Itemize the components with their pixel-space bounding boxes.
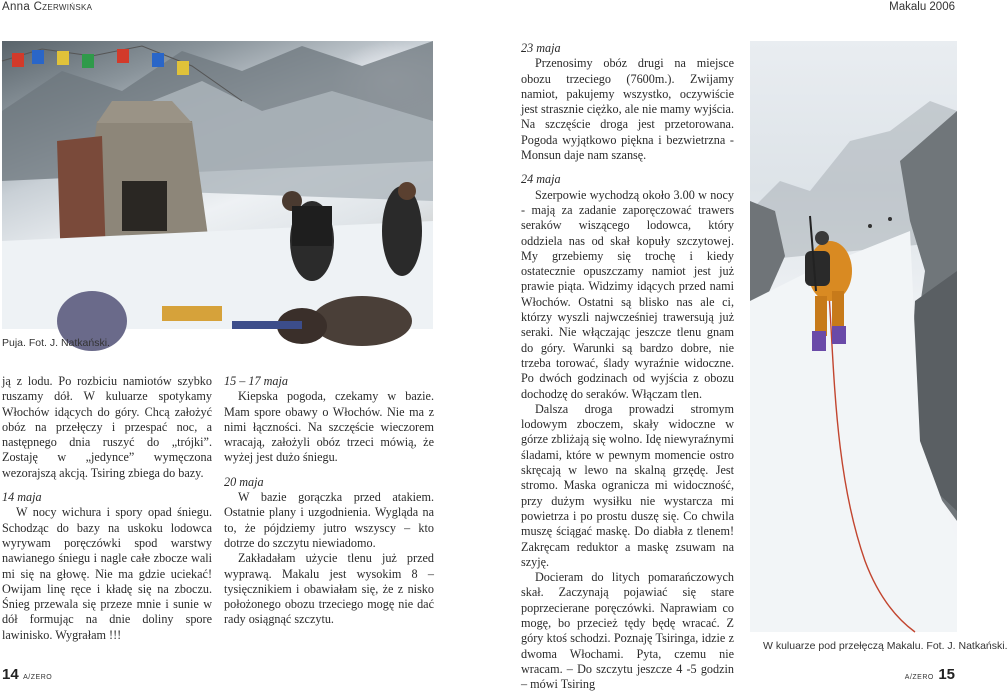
running-header-author <box>2 1 92 13</box>
magazine-name-left: A/ZERO <box>23 674 53 681</box>
couloir-climber-illustration <box>750 41 957 632</box>
diary-date-heading: 23 maja <box>521 41 561 55</box>
magazine-name-right: A/ZERO <box>904 674 934 681</box>
diary-date-heading: 14 maja <box>2 490 42 505</box>
footer-right <box>905 666 955 684</box>
paragraph: Szerpowie wychodzą około 3.00 w nocy - mają za zadanie zaporęczować trawers seraków wiszącego lodowca, który oddziela nas od skał kopuły szczytowej. My grzebiemy się trochę i kiedy ostatecznie opuszczamy namiot jest już prawie piąta. Widzimy idących przed nami Włochów. Ostatni są blisko nas ale ci, którzy wyszli najwcześniej trawersują już seraki. Nie włączając jeszcze tlenu gnam do góry. Warunki są bardzo dobre, nie trzeba torować, ślady wyraźnie widoczne. Po dwóch godzinach od wyjścia z obozu dochodzę do seraków. Włączam tlen. <box>521 187 734 401</box>
paragraph: ją z lodu. Po rozbiciu namiotów szybko ruszamy dół. W kuluarze spotykamy Włochów idących do góry. Chcą założyć obóz na przełęczy i przespać noc, a następnego dnia ruszyć do „trójki”. Zostaję w „jedynce” wymęczona wezorajszą akcją. Tsiring zbiega do bazy. <box>2 374 212 480</box>
puja-photo <box>2 41 433 329</box>
paragraph: Kiepska pogoda, czekamy w bazie. Mam spore obawy o Włochów. Nie ma z nimi łączności. Na szczęście wieczorem wracają, założyli obóz trzeci mówią, że wyżej jest dużo śniegu. <box>224 389 434 465</box>
footer-left <box>2 666 52 684</box>
diary-date-heading: 24 maja <box>521 172 561 187</box>
author-last-name: Czerwińska <box>33 1 93 13</box>
page-number-left: 14 <box>2 666 19 683</box>
paragraph: Docieram do litych pomarańczowych skał. Zaczynają pojawiać się stare poprzecierane poręczówki. Naprawiam co mogę, bo przecież tędy będę wracać. Z góry ktoś schodzi. Poznaję Tsiringa, idzie z dwoma Włochami. Pyta, czemu nie wracam. – Do szczytu jeszcze 4 -5 godzin – mówi Tsiring <box>521 570 734 692</box>
puja-photo-caption: Puja. Fot. J. Natkański. <box>2 337 110 349</box>
page-number-right: 15 <box>938 666 955 683</box>
paragraph: W bazie gorączka przed atakiem. Ostatnie plany i uzgodnienia. Wygląda na to, że pójdziemy jutro wszyscy – kto dotrze do szczytu niewiadomo. <box>224 490 434 550</box>
paragraph: Dalsza droga prowadzi stromym lodowym zboczem, skały widoczne w górze zbliżają się wolno. Idę niewyraźnymi śladami, które w pewnym momencie ostro skręcają w lewo na skalną grzędę. Jest stromo. Maska ogranicza mi widoczność, przy dużym wysiłku nie wystarcza mi powietrza i po prostu duszę się. Co chwila muszę ściągać maskę. Do diabła z tlenem! Zakręcam reduktor a maskę zsuwam na szyję. <box>521 401 734 569</box>
diary-date-heading: 20 maja <box>224 474 264 489</box>
paragraph: Zakładałam użycie tlenu już przed wyprawą. Makalu jest wysokim 8 – tysięcznikiem i obawiałam się, że z nisko położonego obozu trzeciego mogę nie dać rady osiągnąć szczytu. <box>224 551 434 627</box>
couloir-photo-caption: W kuluarze pod przełęczą Makalu. Fot. J. Natkański. <box>763 640 1008 652</box>
paragraph: W nocy wichura i spory opad śniegu. Schodząc do bazy na uskoku lodowca wyrywam poręczówki spod warstwy nawianego śniegu i nagle całe zbocze wali mi się na głowę. Nie ma gdzie uciekać! Owijam linę ręce i kładę się na zboczu. Śnieg przewala się przeze mnie i sunie w dół formując na dnie doliny spore lawinisko. Wygrałam !!! <box>2 505 212 642</box>
diary-date-heading: 15 – 17 maja <box>224 374 288 388</box>
puja-photo-illustration <box>2 41 433 329</box>
text-column-right <box>521 41 734 692</box>
text-column-middle <box>224 374 434 628</box>
paragraph: Przenosimy obóz drugi na miejsce obozu trzeciego (7600m.). Zwijamy namiot, pakujemy wszystko, oczywiście jest strasznie ciężko, ale nie mamy wyjścia. Na szczęście droga jest przetorowana. Pogoda wyjątkowo piękna i bezwietrzna - Monsun daje nam szansę. <box>521 56 734 163</box>
couloir-climber-photo <box>750 41 957 632</box>
running-header-title: Makalu 2006 <box>889 1 955 13</box>
text-column-left <box>2 374 212 643</box>
author-first-name: Anna <box>2 1 31 13</box>
